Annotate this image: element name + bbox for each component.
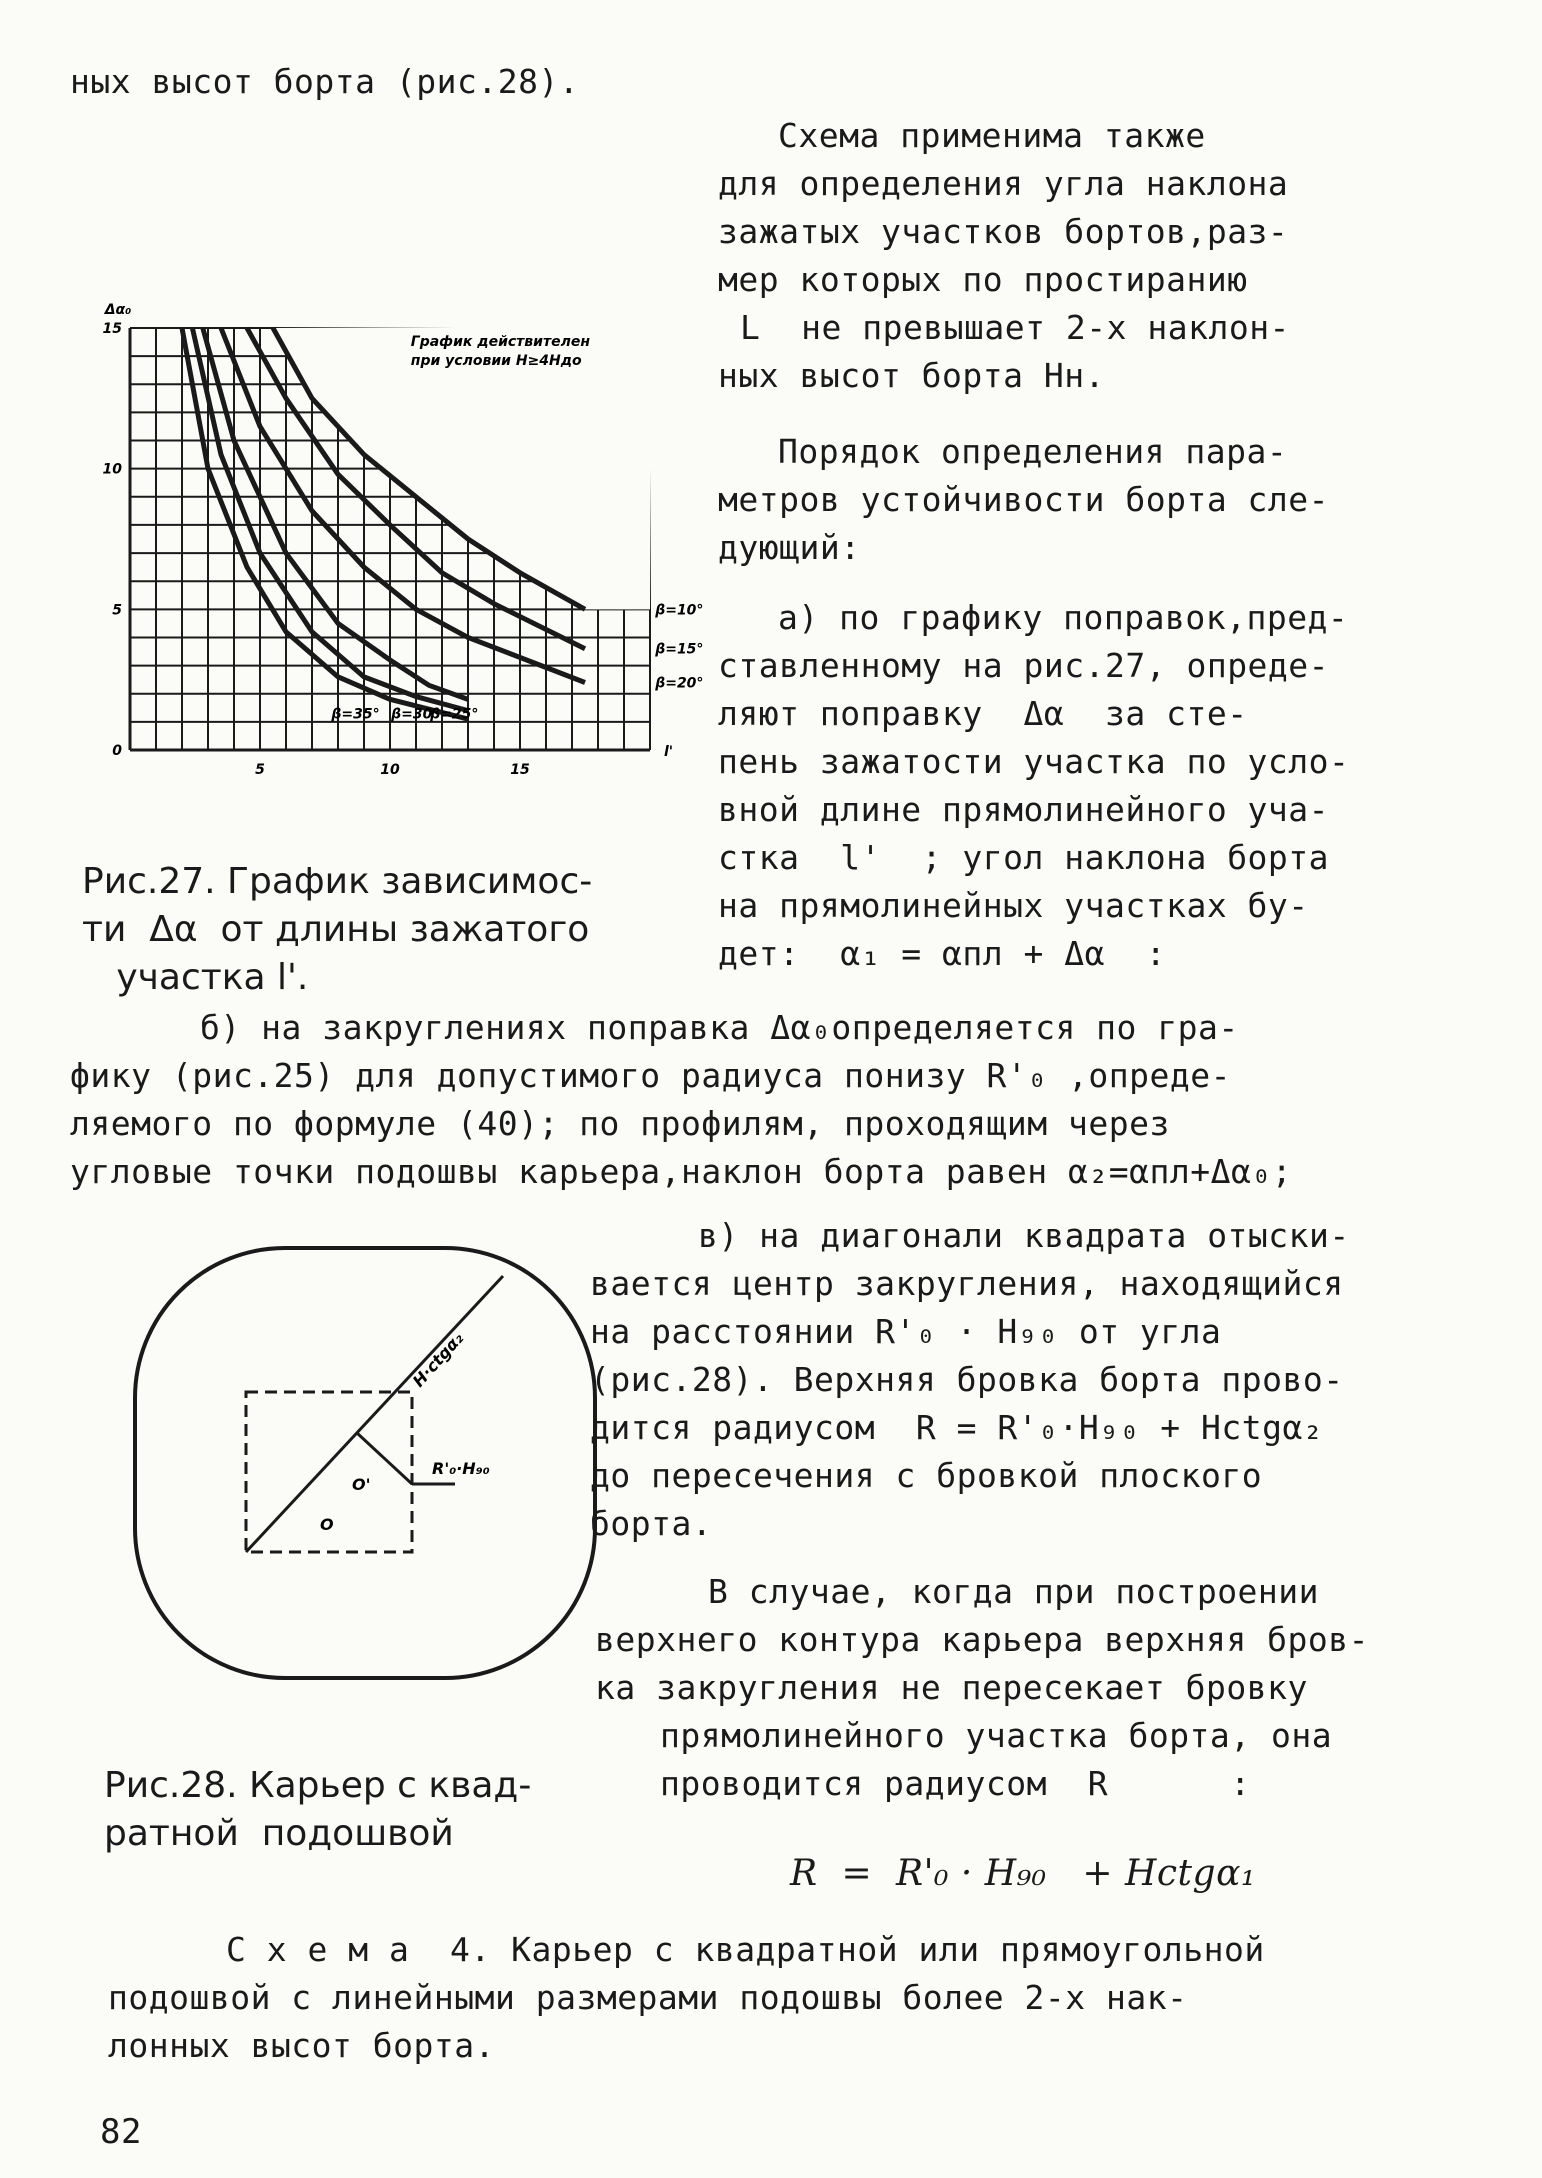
fig28-diagram (120, 1228, 640, 1698)
text-line: вается центр закругления, находящийся (590, 1264, 1344, 1303)
text-line: дет: α₁ = αпл + Δα : (718, 934, 1167, 973)
text-line: L не превышает 2-х наклон- (740, 308, 1290, 347)
curve-label: β=30° (391, 706, 440, 723)
text-line: С х е м а 4. Карьер с квадратной или прямоугольной (226, 1930, 1265, 1969)
text-line: лонных высот борта. (108, 2026, 495, 2065)
pit-outline (135, 1248, 595, 1678)
r-h-label: R'₀·H₉₀ (432, 1459, 490, 1478)
formula: R = R'₀ · H₉₀ + Hctgα₁ (790, 1853, 1256, 1894)
text-line: фику (рис.25) для допустимого радиуса понизу R'₀ ,опреде- (70, 1056, 1231, 1095)
text-line: мер которых по простиранию (718, 260, 1248, 299)
text-line: ляют поправку Δα за сте- (718, 694, 1248, 733)
x-axis-label: l' (664, 744, 674, 760)
page-number: 82 (100, 2112, 142, 2152)
text-line: вной длине прямолинейного уча- (718, 790, 1330, 829)
y-tick-label: 10 (102, 461, 122, 478)
text-line: б) на закруглениях поправка Δα₀определяется по гра- (200, 1008, 1239, 1047)
text-line: в) на диагонали квадрата отыски- (698, 1216, 1350, 1255)
curve-label: β=10° (655, 602, 704, 619)
text-line: стка l' ; угол наклона борта (718, 838, 1330, 877)
text-line: прямолинейного участка борта, она (660, 1716, 1333, 1755)
text-line: (рис.28). Верхняя бровка борта прово- (590, 1360, 1344, 1399)
caption-line: Рис.28. Карьер с квад- (104, 1765, 532, 1806)
o-label: O (320, 1515, 334, 1534)
curve-label: β=35° (331, 706, 380, 723)
text-line: борта. (590, 1504, 713, 1543)
text-line: ставленному на рис.27, опреде- (718, 646, 1330, 685)
text-line: до пересечения с бровкой плоского (590, 1456, 1263, 1495)
x-tick-label: 5 (255, 762, 265, 778)
caption-line: ти Δα от длины зажатого (82, 909, 590, 950)
chart-title: График действителен (410, 334, 591, 350)
text-line: дится радиусом R = R'₀·H₉₀ + Hctgα₂ (590, 1408, 1324, 1447)
caption-line: Рис.27. График зависимос- (82, 861, 593, 902)
top-line: ных высот борта (рис.28). (70, 62, 580, 101)
text-line: Схема применима также (778, 116, 1206, 155)
y-tick-label: 5 (112, 602, 122, 619)
text-line: зажатых участков бортов,раз- (718, 212, 1289, 251)
text-line: подошвой с линейными размерами подошвы более 2-х нак- (108, 1978, 1188, 2017)
diagonal-line (246, 1276, 503, 1552)
text-line: угловые точки подошвы карьера,наклон борта равен α₂=αпл+Δα₀; (70, 1152, 1293, 1191)
x-tick-label: 15 (510, 762, 530, 778)
text-line: Порядок определения пара- (778, 432, 1288, 471)
text-line: на прямолинейных участках бу- (718, 886, 1309, 925)
text-line: ляемого по формуле (40); по профилям, проходящим через (70, 1104, 1170, 1143)
text-line: для определения угла наклона (718, 164, 1289, 203)
fig27-chart (90, 280, 710, 810)
text-line: на расстоянии R'₀ · H₉₀ от угла (590, 1312, 1222, 1351)
h-ctg-label: H·ctgα₂ (408, 1328, 468, 1391)
text-line: пень зажатости участка по усло- (718, 742, 1350, 781)
text-line: верхнего контура карьера верхняя бров- (595, 1620, 1369, 1659)
text-line: а) по графику поправок,пред- (778, 598, 1349, 637)
text-line: проводится радиусом R : (660, 1764, 1251, 1803)
curve-label: β=25° (430, 706, 479, 723)
o-prime-label: O' (352, 1475, 371, 1494)
caption-line: ратной подошвой (104, 1813, 454, 1854)
text-line: метров устойчивости борта сле- (718, 480, 1330, 519)
caption-line: участка l'. (82, 957, 309, 998)
y-tick-label: 0 (112, 743, 122, 759)
text-line: В случае, когда при построении (708, 1572, 1320, 1611)
curve-label: β=20° (655, 675, 704, 692)
chart-title: при условии H≥4Hдо (410, 353, 582, 369)
text-line: дующий: (718, 528, 861, 567)
x-tick-label: 10 (380, 762, 400, 778)
text-line: ных высот борта Hн. (718, 356, 1105, 395)
curve-label: β=15° (655, 641, 704, 658)
y-axis-label: Δα₀ (104, 302, 132, 318)
text-line: ка закругления не пересекает бровку (595, 1668, 1308, 1707)
y-tick-label: 15 (102, 321, 122, 337)
